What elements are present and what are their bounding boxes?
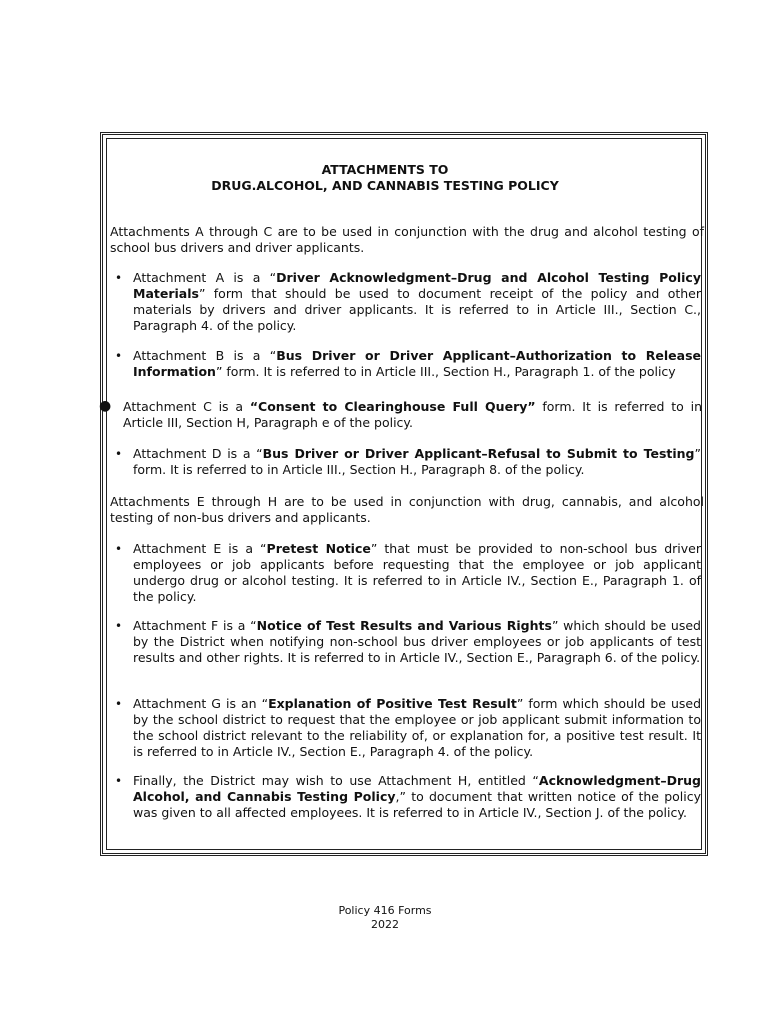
bullet-icon: • (115, 349, 123, 363)
footer-line1: Policy 416 Forms (338, 904, 432, 917)
list-item-attachment-f: • Attachment F is a “Notice of Test Results and Various Rights” which should be used by the District when notifying non-school bus driver employees or job applicants of test results and other rights. It is referred to in Article IV., Section E., Paragraph 6. of the policy. (115, 618, 701, 665)
list-item-attachment-h: • Finally, the District may wish to use Attachment H, entitled “Acknowledgment–Drug Alcohol, and Cannabis Testing Policy,” to document that written notice of the policy was given to all affected employees. It is referred to in Article IV., Section J. of the policy. (115, 773, 701, 820)
list-item-attachment-c: ● Attachment C is a “Consent to Clearinghouse Full Query” form. It is referred to in Article III, Section H, Paragraph e of the policy. (99, 398, 703, 430)
bullet-icon: • (115, 697, 123, 711)
bullet-icon: • (115, 774, 123, 788)
list-item-attachment-a: • Attachment A is a “Driver Acknowledgment–Drug and Alcohol Testing Policy Materials” form that should be used to document receipt of the policy and other materials by drivers and driver applicants. It is referred to in Article III., Section C., Paragraph 4. of the policy. (115, 270, 701, 333)
bullet-icon: • (115, 447, 123, 461)
list-item-attachment-b: • Attachment B is a “Bus Driver or Driver Applicant–Authorization to Release Information” form. It is referred to in Article III., Section H., Paragraph 1. of the policy (115, 348, 701, 379)
intro-paragraph-e-h: Attachments E through H are to be used in conjunction with drug, cannabis, and alcohol testing of non-bus drivers and applicants. (110, 494, 704, 525)
footer-line2: 2022 (371, 918, 399, 931)
bullet-icon: • (115, 271, 123, 285)
intro-paragraph-a-c: Attachments A through C are to be used in conjunction with the drug and alcohol testing of school bus drivers and driver applicants. (110, 224, 704, 255)
list-item-attachment-e: • Attachment E is a “Pretest Notice” that must be provided to non-school bus driver employees or job applicants before requesting that the employee or job applicant undergo drug or alcohol testing. It is referred to in Article IV., Section E., Paragraph 1. of the policy. (115, 541, 701, 604)
list-item-attachment-g: • Attachment G is an “Explanation of Positive Test Result” form which should be used by the school district to request that the employee or job applicant submit information to the school district relevant to the reliability of, or explanation for, a positive test result. It is referred to in Article IV., Section E., Paragraph 4. of the policy. (115, 696, 702, 759)
page-title-line1: ATTACHMENTS TO (321, 162, 449, 177)
bullet-icon: • (115, 619, 123, 633)
list-item-attachment-d: • Attachment D is a “Bus Driver or Driver Applicant–Refusal to Submit to Testing” form. It is referred to in Article III., Section H., Paragraph 8. of the policy. (115, 446, 701, 477)
page-title-line2: DRUG.ALCOHOL, AND CANNABIS TESTING POLICY (211, 178, 559, 193)
bullet-icon: ● (99, 398, 112, 414)
bullet-icon: • (115, 542, 123, 556)
